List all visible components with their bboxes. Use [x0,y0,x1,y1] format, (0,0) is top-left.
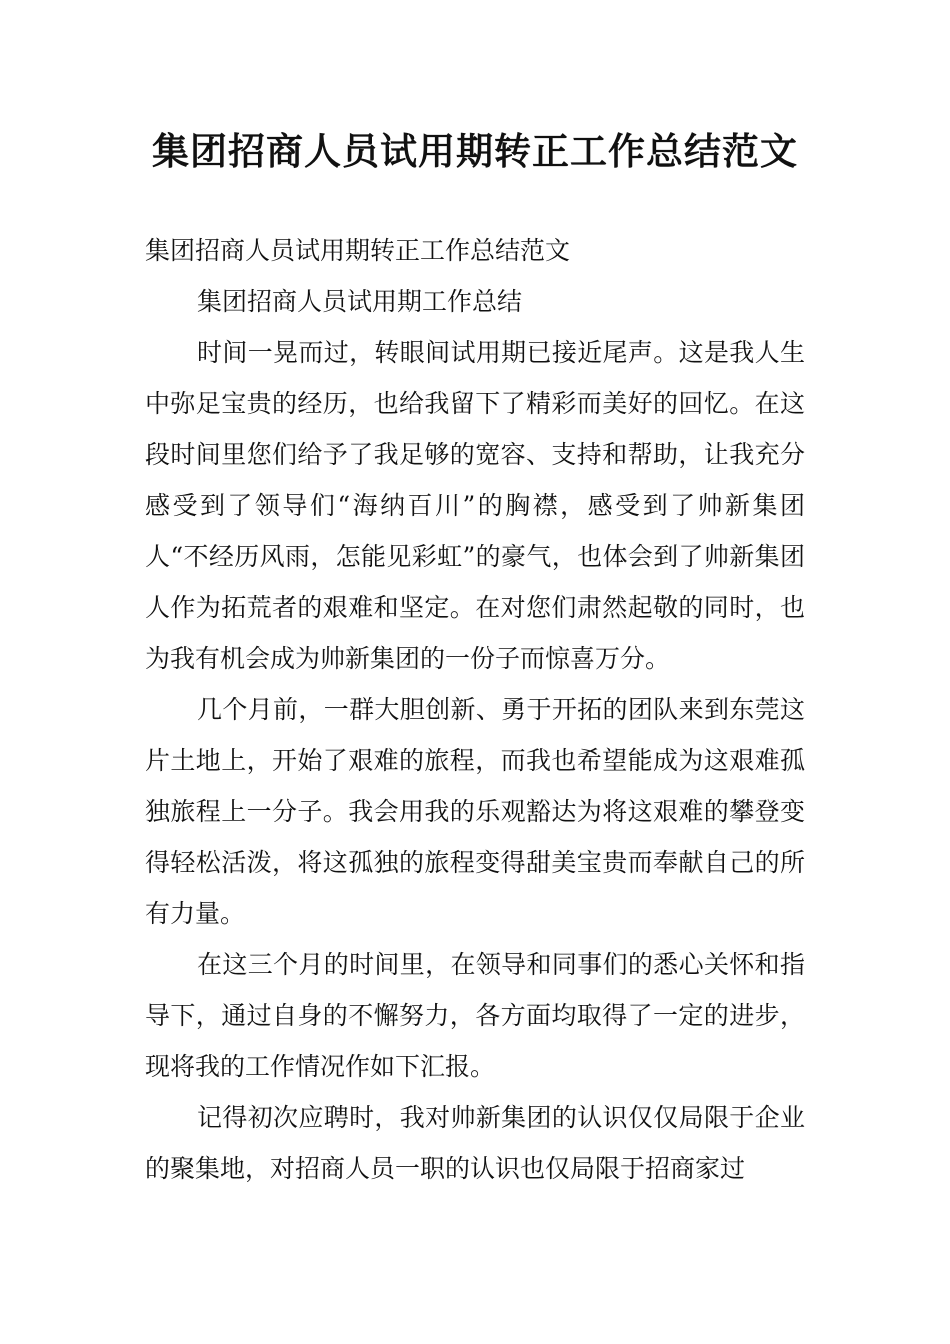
document-title: 集团招商人员试用期转正工作总结范文 [152,130,798,173]
paragraph: 几个月前，一群大胆创新、勇于开拓的团队来到东莞这片土地上，开始了艰难的旅程，而我也希望能成为这艰难孤独旅程上一分子。我会用我的乐观豁达为将这艰难的攀登变得轻松活泼，将这孤独的旅程变得甜美宝贵而奉献自己的所有力量。 [145,695,805,928]
document-subtitle: 集团招商人员试用期转正工作总结范文 [145,236,571,265]
document-body [145,225,805,1194]
paragraph: 记得初次应聘时，我对帅新集团的认识仅仅局限于企业的聚集地，对招商人员一职的认识也仅局限于招商家过 [145,1103,805,1183]
paragraph: 在这三个月的时间里，在领导和同事们的悉心关怀和指导下，通过自身的不懈努力，各方面均取得了一定的进步，现将我的工作情况作如下汇报。 [145,950,805,1081]
section-heading: 集团招商人员试用期工作总结 [197,287,523,316]
paragraph: 时间一晃而过，转眼间试用期已接近尾声。这是我人生中弥足宝贵的经历，也给我留下了精彩而美好的回忆。在这段时间里您们给予了我足够的宽容、支持和帮助，让我充分感受到了领导们“海纳百川”的胸襟，感受到了帅新集团人“不经历风雨，怎能见彩虹”的豪气，也体会到了帅新集团人作为拓荒者的艰难和坚定。在对您们肃然起敬的同时，也为我有机会成为帅新集团的一份子而惊喜万分。 [145,338,805,673]
